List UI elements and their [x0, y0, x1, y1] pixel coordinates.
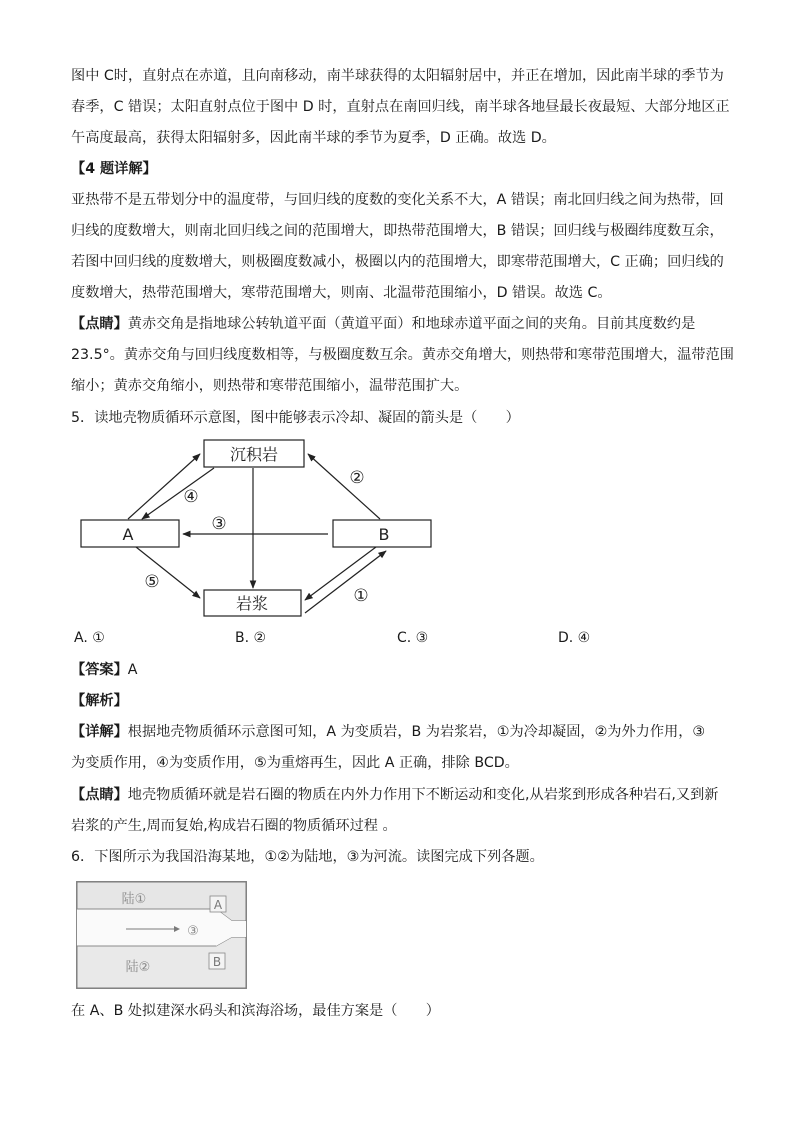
q5-detail-line-1 [71, 722, 705, 742]
q4-tip-line-2: 23.5°。黄赤交角与回归线度数相等，与极圈度数互余。黄赤交角增大，则热带和寒带范围增大，温带范围 [71, 347, 734, 363]
river-area [77, 909, 246, 946]
arrow-label-4: ④ [183, 487, 199, 507]
arrow-label-5: ⑤ [144, 572, 160, 592]
q4-detail-line-1: 亚热带不是五带划分中的温度带，与回归线的度数的变化关系不大，A 错误；南北回归线之间为热带，回 [71, 192, 724, 208]
q4-tip-tag: 【点睛】 [71, 316, 128, 332]
q5-detail-tag: 【详解】 [71, 724, 128, 740]
arrow-2-b-to-sedimentary [308, 454, 380, 519]
q5-tip-line-1 [71, 785, 718, 805]
q5-option-d[interactable]: D. ④ [558, 630, 591, 646]
q5-detail-text-1: 根据地壳物质循环示意图可知，A 为变质岩，B 为岩浆岩，①为冷却凝固，②为外力作用，③ [127, 724, 706, 740]
arrow-label-3: ③ [211, 514, 227, 534]
q5-tip-line-2: 岩浆的产生,周而复始,构成岩石圈的物质循环过程 。 [71, 818, 397, 834]
land-1-label: 陆① [121, 892, 147, 907]
q5-detail-line-2: 为变质作用，④为变质作用，⑤为重熔再生，因此 A 正确，排除 BCD。 [71, 755, 519, 771]
q4-detail-line-3: 若图中回归线的度数增大，则极圈度数减小，极圈以内的范围增大，即寒带范围增大，C 正确；回归线的 [71, 254, 724, 270]
prev-explanation-line-1: 图中 C时，直射点在赤道，且向南移动，南半球获得的太阳辐射居中，并正在增加，因此南半球的季节为 [71, 68, 724, 84]
q6-question: 6．下图所示为我国沿海某地，①②为陆地，③为河流。读图完成下列各题。 [71, 849, 544, 865]
river-label: ③ [187, 924, 199, 939]
point-b-label: B [212, 955, 222, 969]
q5-tip-tag: 【点睛】 [71, 787, 128, 803]
coastal-map [76, 881, 247, 989]
prev-explanation-line-2: 春季，C 错误；太阳直射点位于图中 D 时，直射点在南回归线，南半球各地昼最长夜最短、大部分地区正 [71, 99, 730, 115]
q5-option-b[interactable]: B. ② [235, 630, 267, 646]
q5-answer-value: A [127, 662, 138, 678]
box-sedimentary-rock-label: 沉积岩 [229, 445, 279, 464]
q5-answer-tag: 【答案】 [71, 662, 128, 678]
land-2-label: 陆② [125, 960, 151, 975]
box-b-label: B [378, 525, 390, 544]
q5-option-a[interactable]: A. ① [74, 630, 105, 646]
q4-detail-line-2: 归线的度数增大，则南北回归线之间的范围增大，即热带范围增大，B 错误；回归线与极圈纬度数互余， [71, 223, 724, 239]
q5-tip-text-1: 地壳物质循环就是岩石圈的物质在内外力作用下不断运动和变化,从岩浆到形成各种岩石,又到新 [127, 787, 719, 803]
rock-cycle-diagram [70, 430, 450, 625]
q5-option-c[interactable]: C. ③ [397, 630, 429, 646]
q4-tip-line-1 [71, 314, 695, 334]
q4-detail-header: 【4 题详解】 [71, 161, 157, 177]
box-a-label: A [122, 525, 134, 544]
q4-tip-text-1: 黄赤交角是指地球公转轨道平面（黄道平面）和地球赤道平面之间的夹角。目前其度数约是 [127, 316, 696, 332]
q5-analysis-tag: 【解析】 [71, 693, 128, 709]
arrow-4-sedimentary-to-a [142, 468, 214, 519]
arrow-label-2: ② [349, 468, 365, 488]
q4-detail-line-4: 度数增大，热带范围增大，寒带范围增大，则南、北温带范围缩小，D 错误。故选 C。 [71, 285, 612, 301]
q6-subquestion: 在 A、B 处拟建深水码头和滨海浴场，最佳方案是（ ） [71, 1003, 440, 1019]
arrow-1-magma-to-b [305, 551, 386, 613]
point-a-label: A [213, 898, 223, 912]
arrow-label-1: ① [353, 586, 369, 606]
prev-explanation-line-3: 午高度最高，获得太阳辐射多，因此南半球的季节为夏季，D 正确。故选 D。 [71, 130, 556, 146]
q5-question: 5．读地壳物质循环示意图，图中能够表示冷却、凝固的箭头是（ ） [71, 410, 520, 426]
q4-tip-line-3: 缩小；黄赤交角缩小，则热带和寒带范围缩小，温带范围扩大。 [71, 378, 469, 394]
q5-answer-line [71, 660, 137, 680]
box-magma-label: 岩浆 [235, 594, 269, 613]
